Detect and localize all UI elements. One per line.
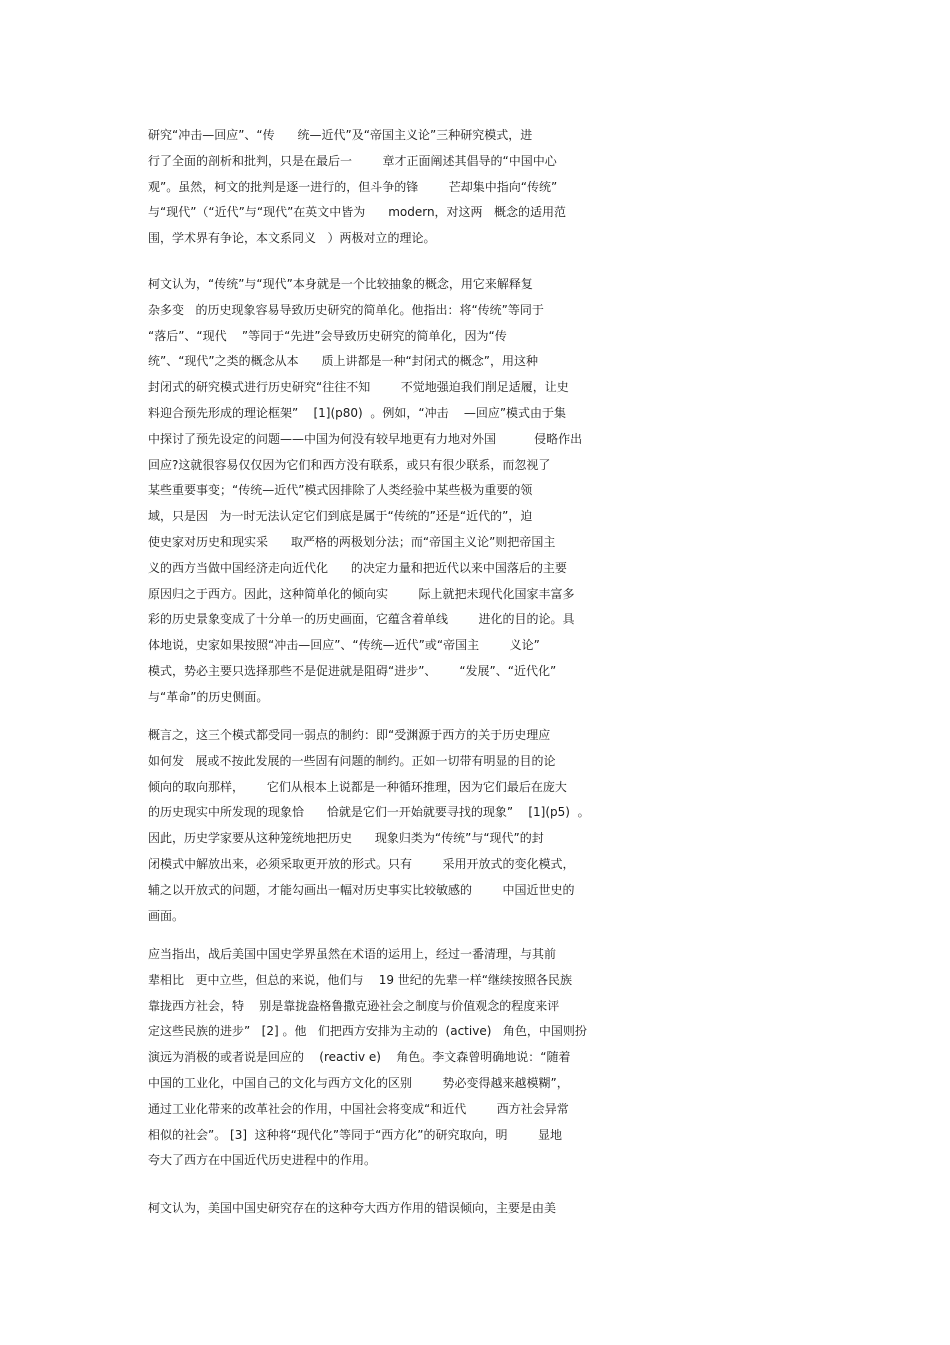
text-line: 彩的历史景象变成了十分单一的历史画面，它蕴含着单线 进化的目的论。具 xyxy=(148,612,575,627)
text-line: 统”、“现代”之类的概念从本 质上讲都是一种“封闭式的概念”，用这种 xyxy=(148,354,538,369)
text-line: 辈相比 更中立些，但总的来说，他们与 19 世纪的先辈一样“继续按照各民族 xyxy=(148,972,573,987)
text-line: 画面。 xyxy=(148,908,185,923)
paragraph-1 xyxy=(148,123,808,252)
text-line: 模式，势必主要只选择那些不是促进就是阻碍“进步”、 “发展”、“近代化” xyxy=(148,663,557,678)
text-line: 靠拢西方社会，特 别是靠拢盎格鲁撒克逊社会之制度与价值观念的程度来评 xyxy=(148,998,560,1013)
text-line: 原因归之于西方。因此，这种简单化的倾向实 际上就把未现代化国家丰富多 xyxy=(148,586,575,601)
text-line: 行了全面的剖析和批判，只是在最后一 章才正面阐述其倡导的“中国中心 xyxy=(148,153,557,168)
text-line: 料迎合预先形成的理论框架” [1](p80) 。例如，“冲击 —回应”模式由于集 xyxy=(148,405,567,420)
text-line: 的历史现实中所发现的现象恰 恰就是它们一开始就要寻找的现象” [1](p5) 。 xyxy=(148,805,590,820)
text-line: “落后”、“现代 ”等同于“先进”会导致历史研究的简单化，因为“传 xyxy=(148,328,507,343)
text-line: 演远为消极的或者说是回应的 (reactiv e) 角色。李文森曾明确地说：“随着 xyxy=(148,1050,571,1065)
text-line: 某些重要事变；“传统—近代”模式因排除了人类经验中某些极为重要的领 xyxy=(148,483,533,498)
text-line: 相似的社会”。 [3] 这种将“现代化”等同于“西方化”的研究取向，明 显地 xyxy=(148,1127,563,1142)
text-line: 闭模式中解放出来，必须采取更开放的形式。只有 采用开放式的变化模式， xyxy=(148,856,575,871)
text-line: 体地说，史家如果按照“冲击—回应”、“传统—近代”或“帝国主 义论” xyxy=(148,638,540,653)
text-line: 与“革命”的历史侧面。 xyxy=(148,689,269,704)
text-line: 倾向的取向那样， 它们从根本上说都是一种循环推理，因为它们最后在庞大 xyxy=(148,779,567,794)
text-line: 研究“冲击—回应”、“传 统—近代”及“帝国主义论”三种研究模式，进 xyxy=(148,128,533,142)
text-line: 与“现代”（“近代”与“现代”在英文中皆为 modern，对这两 概念的适用范 xyxy=(148,205,566,220)
text-line: 围，学术界有争论，本文系同义 ）两极对立的理论。 xyxy=(148,231,436,246)
text-line: 概言之，这三个模式都受同一弱点的制约：即“受渊源于西方的关于历史理应 xyxy=(148,728,551,742)
text-line: 杂多变 的历史现象容易导致历史研究的简单化。他指出：将“传统”等同于 xyxy=(148,302,544,317)
text-line: 柯文认为，美国中国史研究存在的这种夸大西方作用的错误倾向，主要是由美 xyxy=(148,1201,557,1215)
text-line: 回应?这就很容易仅仅因为它们和西方没有联系，或只有很少联系，而忽视了 xyxy=(148,457,551,472)
text-line: 域，只是因 为一时无法认定它们到底是属于“传统的”还是“近代的”，迫 xyxy=(148,509,533,524)
paragraph-4 xyxy=(148,942,808,1174)
text-line: 中国的工业化，中国自己的文化与西方文化的区别 势必变得越来越模糊”， xyxy=(148,1075,569,1090)
text-line: 应当指出，战后美国中国史学界虽然在术语的运用上，经过一番清理，与其前 xyxy=(148,947,557,961)
text-line: 中探讨了预先设定的问题——中国为何没有较早地更有力地对外国 侵略作出 xyxy=(148,431,583,446)
text-line: 观”。虽然，柯文的批判是逐一进行的，但斗争的锋 芒却集中指向“传统” xyxy=(148,179,558,194)
text-line: 义的西方当做中国经济走向近代化 的决定力量和把近代以来中国落后的主要 xyxy=(148,560,567,575)
text-line: 封闭式的研究模式进行历史研究“往往不知 不觉地强迫我们削足适履，让史 xyxy=(148,380,569,395)
text-line: 辅之以开放式的问题，才能勾画出一幅对历史事实比较敏感的 中国近世史的 xyxy=(148,882,575,897)
text-line: 因此，历史学家要从这种笼统地把历史 现象归类为“传统”与“现代”的封 xyxy=(148,831,544,846)
text-line: 柯文认为，“传统”与“现代”本身就是一个比较抽象的概念，用它来解释复 xyxy=(148,277,533,291)
text-line: 使史家对历史和现实采 取严格的两极划分法；而“帝国主义论”则把帝国主 xyxy=(148,534,556,549)
paragraph-5 xyxy=(148,1196,808,1222)
text-line: 如何发 展或不按此发展的一些固有问题的制约。正如一切带有明显的目的论 xyxy=(148,753,556,768)
text-line: 夸大了西方在中国近代历史进程中的作用。 xyxy=(148,1153,377,1168)
paragraph-2 xyxy=(148,272,808,711)
text-line: 定这些民族的进步” [2] 。他 们把西方安排为主动的 (active) 角色，中国则扮 xyxy=(148,1024,587,1039)
text-line: 通过工业化带来的改革社会的作用，中国社会将变成“和近代 西方社会异常 xyxy=(148,1101,569,1116)
paragraph-3 xyxy=(148,723,808,929)
